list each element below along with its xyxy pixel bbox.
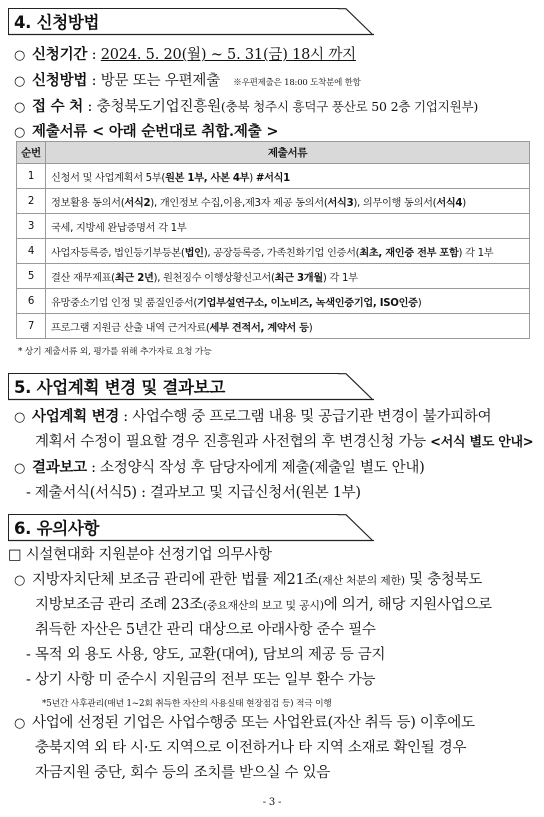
- item2-line-b: 충북지역 외 타 시·도 지역으로 이전하거나 타 지역 소재로 확인될 경우: [35, 740, 467, 756]
- period-label: 신청기간: [32, 46, 88, 63]
- method-label: 신청방법: [32, 72, 88, 89]
- heading-slant: [338, 373, 374, 400]
- aftercare-note: *5년간 사후관리(매년 1~2회 취득한 자산의 사용실태 현장점검 등) 적극 이행: [42, 699, 332, 709]
- item1-line-b-tail: 에 의거, 해당 지원사업으로: [323, 597, 492, 613]
- document-text: 신청서 및 사업계획서 5부(: [51, 172, 166, 184]
- row-documents: [46, 289, 530, 314]
- docs-line: [14, 120, 278, 141]
- document-text: 최초, 재인증 전부 포함: [359, 247, 459, 259]
- row-documents: [46, 239, 530, 264]
- document-text: 정보활용 동의서(: [51, 197, 125, 209]
- period-value: 2024. 5. 20(월) ~ 5. 31(금) 18시 까지: [100, 47, 356, 63]
- row-documents: [46, 164, 530, 189]
- circle-bullet-icon: ○: [14, 125, 26, 140]
- document-text: ): [417, 297, 422, 309]
- document-text: 세부 견적서, 계약서 등: [209, 322, 309, 334]
- table-body: [17, 164, 530, 339]
- document-text: ) 각 1부: [458, 247, 494, 259]
- table-row: [17, 264, 530, 289]
- document-text: ), 의무이행 동의서(: [353, 197, 437, 209]
- document-text: 법인: [184, 247, 204, 259]
- document-text: 원본 1부, 사본 4부: [165, 172, 250, 184]
- method-value: 방문 또는 우편제출: [100, 73, 221, 89]
- report-sub: - 제출서식(서식5) : 결과보고 및 지급신청서(원본 1부): [26, 485, 361, 501]
- document-text: 서식3: [327, 197, 354, 209]
- section-5-title: 5. 사업계획 변경 및 결과보고: [14, 378, 225, 397]
- document-text: ) 각 1부: [322, 272, 358, 284]
- document-text: 서식2: [124, 197, 151, 209]
- circle-bullet-icon: ○: [14, 48, 26, 63]
- page-number: - 3 -: [262, 797, 282, 808]
- table-note: * 상기 제출서류 외, 평가를 위해 추가자료 요청 가능: [18, 347, 212, 357]
- report-label: 결과보고: [32, 459, 87, 476]
- heading-underline: [8, 539, 374, 542]
- heading-underline: [8, 33, 374, 36]
- office-line: ○ 접 수 처 : 충청북도기업진흥원(충북 청주시 흥덕구 풍산로 50 2층 기업지원부): [14, 98, 479, 115]
- row-number: 1: [17, 164, 46, 189]
- item2-line-c: 자금지원 중단, 회수 등의 조치를 받으실 수 있음: [35, 765, 330, 781]
- item1-line-c: 취득한 자산은 5년간 관리 대상으로 아래사항 준수 필수: [35, 622, 376, 638]
- row-documents: [46, 189, 530, 214]
- document-text: 최근 3개월: [274, 272, 323, 284]
- change-paragraph: [14, 404, 533, 506]
- table-header-row: [17, 142, 530, 164]
- circle-bullet-icon: ○: [14, 100, 26, 115]
- item1-line-a-tail: 및 충청북도: [404, 572, 482, 588]
- document-text: #서식1: [255, 172, 290, 184]
- document-text: 최근 2년: [114, 272, 154, 284]
- relocation-paragraph: [14, 711, 475, 786]
- header-number: 순번: [17, 142, 46, 164]
- circle-bullet-icon: ○: [14, 74, 26, 89]
- document-text: 사업자등록증, 법인등기부등본(: [51, 247, 185, 259]
- row-documents: [46, 214, 530, 239]
- item1-line-b-small: (중요재산의 보고 및 공시): [202, 599, 324, 612]
- office-label: 접 수 처: [32, 98, 84, 115]
- document-text: ), 개인정보 수집,이용,제3자 제공 동의서(: [150, 197, 328, 209]
- section-4-title: 4. 신청방법: [14, 13, 100, 32]
- table-row: [17, 164, 530, 189]
- document-text: ): [462, 197, 466, 209]
- method-note: ※우편제출은 18:00 도착분에 한함: [233, 78, 361, 88]
- row-documents: [46, 314, 530, 339]
- table-row: [17, 239, 530, 264]
- apply-period-line: ○ 신청기간 : 2024. 5. 20(월) ~ 5. 31(금) 18시 까지: [14, 46, 356, 63]
- documents-table: [16, 141, 530, 339]
- circle-bullet-icon: ○: [14, 573, 26, 588]
- obligation-sub-1: - 목적 외 용도 사용, 양도, 교환(대여), 담보의 제공 등 금지: [26, 647, 386, 663]
- table-row: [17, 289, 530, 314]
- document-text: 결산 재무제표(: [51, 272, 115, 284]
- section-6-title: 6. 유의사항: [14, 519, 100, 538]
- docs-label: 제출서류 < 아래 순번대로 취합.제출 >: [32, 123, 279, 140]
- circle-bullet-icon: ○: [14, 716, 26, 731]
- heading-slant: [338, 514, 374, 541]
- item2-line-a: 사업에 선정된 기업은 사업수행중 또는 사업완료(자산 취득 등) 이후에도: [32, 715, 475, 731]
- circle-bullet-icon: ○: [14, 461, 26, 476]
- header-documents: 제출서류: [46, 142, 530, 164]
- row-number: 3: [17, 214, 46, 239]
- item1-line-a-small: (재산 처분의 제한): [318, 574, 405, 587]
- change-text-1: : 사업수행 중 프로그램 내용 및 공급기관 변경이 불가피하여: [119, 409, 492, 425]
- document-text: 프로그램 지원금 산출 내역 근거자료(: [51, 322, 210, 334]
- apply-method-line: ○ 신청방법 : 방문 또는 우편제출 ※우편제출은 18:00 도착분에 한함: [14, 72, 361, 89]
- document-text: 서식4: [436, 197, 463, 209]
- row-number: 2: [17, 189, 46, 214]
- document-text: 국세, 지방세 완납증명서 각 1부: [51, 222, 187, 234]
- row-number: 4: [17, 239, 46, 264]
- table-row: [17, 189, 530, 214]
- change-form-note: <서식 별도 안내>: [430, 435, 534, 450]
- document-text: ): [308, 322, 313, 334]
- change-text-2: 계획서 수정이 필요할 경우 진흥원과 사전협의 후 변경신청 가능: [35, 434, 431, 450]
- report-text: : 소정양식 작성 후 담당자에게 제출(제출일 별도 안내): [86, 460, 425, 476]
- row-number: 7: [17, 314, 46, 339]
- document-text: ), 공장등록증, 가족친화기업 인증서(: [203, 247, 360, 259]
- table-row: [17, 314, 530, 339]
- document-text: 유망중소기업 인정 및 품질인증서(: [51, 297, 198, 309]
- document-text: 기업부설연구소, 이노비즈, 녹색인증기업, ISO인증: [197, 297, 418, 309]
- change-label: 사업계획 변경: [32, 408, 119, 425]
- document-text: ): [249, 172, 256, 184]
- heading-slant: [338, 8, 374, 35]
- document-text: ), 원천징수 이행상황신고서(: [153, 272, 275, 284]
- row-number: 6: [17, 289, 46, 314]
- item1-line-b: 지방보조금 관리 조례 23조: [35, 597, 203, 613]
- row-number: 5: [17, 264, 46, 289]
- section-6-subtitle: □ 시설현대화 지원분야 선정기업 의무사항: [8, 547, 272, 563]
- heading-underline: [8, 398, 374, 401]
- circle-bullet-icon: ○: [14, 410, 26, 425]
- table-row: [17, 214, 530, 239]
- item1-line-a: 지방자치단체 보조금 관리에 관한 법률 제21조: [32, 572, 319, 588]
- office-address: (충북 청주시 흥덕구 풍산로 50 2층 기업지원부): [220, 99, 479, 114]
- obligation-sub-2: - 상기 사항 미 준수시 지원금의 전부 또는 일부 환수 가능: [26, 672, 376, 688]
- office-value: 충청북도기업진흥원: [96, 99, 221, 115]
- obligation-paragraph: [14, 568, 492, 693]
- row-documents: [46, 264, 530, 289]
